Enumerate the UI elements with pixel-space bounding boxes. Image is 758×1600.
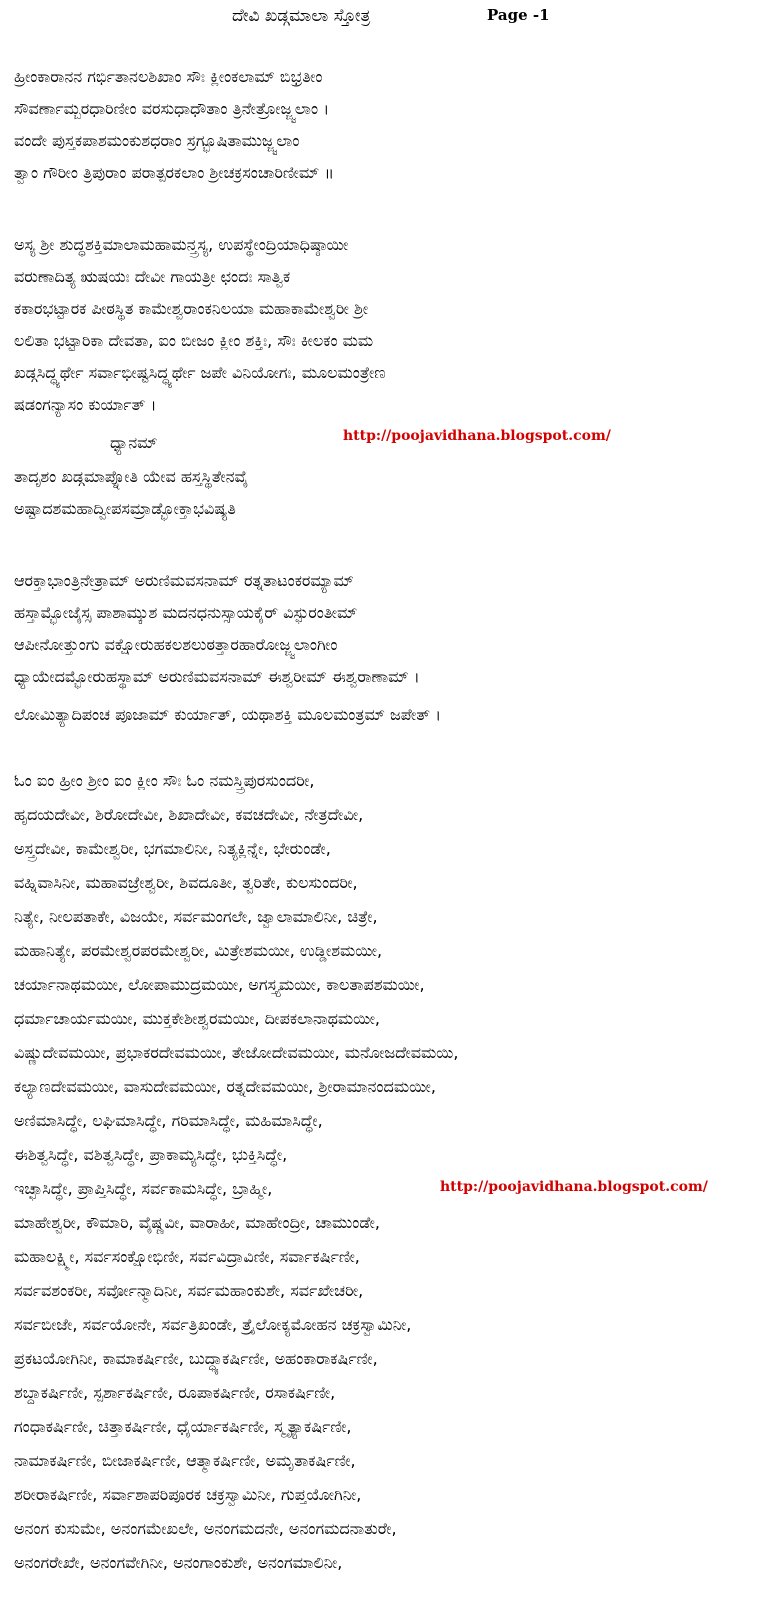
dhyanam-heading: ಧ್ಯಾನಮ್ — [110, 433, 158, 452]
mala-line: ಚರ್ಯಾನಾಥಮಯೀ, ಲೋಪಾಮುದ್ರಮಯೀ, ಅಗಸ್ತ್ಯಮಯೀ, ಕಾಲತಾಪಶಮಯೀ, — [14, 975, 425, 994]
mala-line: ನಾಮಾಕರ್ಷಿಣೀ, ಬೀಜಾಕರ್ಷಿಣೀ, ಆತ್ಮಾಕರ್ಷಿಣೀ, ಅಮೃತಾಕರ್ಷಿಣೀ, — [14, 1451, 356, 1470]
verse-line: ಹ್ರೀಂಕಾರಾನನ ಗರ್ಭಿತಾನಲಶಿಖಾಂ ಸೌಃ ಕ್ಲೀಂಕಲಾಮ್ ಬಿಭ್ರತೀಂ — [14, 67, 323, 86]
page-number: Page -1 — [487, 6, 550, 24]
mala-line: ವಿಷ್ಣುದೇವಮಯೀ, ಪ್ರಭಾಕರದೇವಮಯೀ, ತೇಜೋದೇವಮಯೀ, ಮನೋಜದೇವಮಯಿ, — [14, 1043, 459, 1062]
dhyanam-line: ಅಷ್ಟಾದಶಮಹಾದ್ವೀಪಸಮ್ರಾಡ್ಭೋಕ್ತಾಭವಿಷ್ಯತಿ — [14, 499, 236, 518]
mala-line: ಮಾಹೇಶ್ವರೀ, ಕೌಮಾರಿ, ವೈಷ್ಣವೀ, ವಾರಾಹೀ, ಮಾಹೇಂದ್ರೀ, ಚಾಮುಂಡೇ, — [14, 1213, 380, 1232]
mala-line: ಸರ್ವಬೀಜೇ, ಸರ್ವಯೋನೇ, ಸರ್ವತ್ರಿಖಂಡೇ, ತ್ರೈಲೋಕ್ಯಮೋಹನ ಚಕ್ರಸ್ವಾಮಿನೀ, — [14, 1315, 412, 1334]
mala-line: ಕಲ್ಯಾಣದೇವಮಯೀ, ವಾಸುದೇವಮಯೀ, ರತ್ನದೇವಮಯೀ, ಶ್ರೀರಾಮಾನಂದಮಯೀ, — [14, 1077, 436, 1096]
mala-line: ವಹ್ನಿವಾಸಿನೀ, ಮಹಾವಜ್ರೇಶ್ವರೀ, ಶಿವದೂತೀ, ತ್ವರಿತೇ, ಕುಲಸುಂದರೀ, — [14, 873, 358, 892]
mala-line: ಓಂ ಐಂ ಹ್ರೀಂ ಶ್ರೀಂ ಐಂ ಕ್ಲೀಂ ಸೌಃ ಓಂ ನಮಸ್ತ್ರಿಪುರಸುಂದರೀ, — [14, 771, 315, 790]
mala-line: ಸರ್ವವಶಂಕರೀ, ಸರ್ವೋನ್ಮಾದಿನೀ, ಸರ್ವಮಹಾಂಕುಶೇ, ಸರ್ವಖೇಚರೀ, — [14, 1281, 364, 1300]
viniyoga-line: ಲಲಿತಾ ಭಟ್ಟಾರಿಕಾ ದೇವತಾ, ಐಂ ಬೀಜಂ ಕ್ಲೀಂ ಶಕ್ತಿಃ, ಸೌಃ ಕೀಲಕಂ ಮಮ — [14, 331, 374, 350]
dhyanam-verse-line: ಧ್ಯಾಯೇದಮ್ಭೋರುಹಸ್ಥಾಮ್ ಅರುಣಿಮವಸನಾಮ್ ಈಶ್ವರೀಮ್ ಈಶ್ವರಾಣಾಮ್ । — [14, 667, 420, 686]
viniyoga-line: ಅಸ್ಯ ಶ್ರೀ ಶುದ್ಧಶಕ್ತಿಮಾಲಾಮಹಾಮನ್ತ್ರಸ್ಯ, ಉಪಸ್ಥೇಂದ್ರಿಯಾಧಿಷ್ಠಾಯೀ — [14, 235, 349, 254]
viniyoga-line: ಕಕಾರಭಟ್ಟಾರಕ ಪೀಠಸ್ಥಿತ ಕಾಮೇಶ್ವರಾಂಕನಿಲಯಾ ಮಹಾಕಾಮೇಶ್ವರೀ ಶ್ರೀ — [14, 299, 369, 318]
mala-line: ಗಂಧಾಕರ್ಷಿಣೀ, ಚಿತ್ತಾಕರ್ಷಿಣೀ, ಧೈರ್ಯಾಕರ್ಷಿಣೀ, ಸ್ಮೃತ್ಯಾಕರ್ಷಿಣೀ, — [14, 1417, 352, 1436]
mala-line: ಪ್ರಕಟಯೋಗಿನೀ, ಕಾಮಾಕರ್ಷಿಣೀ, ಬುದ್ಧ್ಯಾಕರ್ಷಿಣೀ, ಅಹಂಕಾರಾಕರ್ಷಿಣೀ, — [14, 1349, 378, 1368]
mala-line: ಅಣಿಮಾಸಿದ್ಧೇ, ಲಘಿಮಾಸಿದ್ಧೇ, ಗರಿಮಾಸಿದ್ಧೇ, ಮಹಿಮಾಸಿದ್ಧೇ, — [14, 1111, 323, 1130]
viniyoga-line: ಷಡಂಗನ್ಯಾಸಂ ಕುರ್ಯಾತ್ । — [14, 395, 157, 414]
mala-line: ಅನಂಗ ಕುಸುಮೇ, ಅನಂಗಮೇಖಲೇ, ಅನಂಗಮದನೇ, ಅನಂಗಮದನಾತುರೇ, — [14, 1519, 397, 1538]
dhyanam-verse-line: ಆರಕ್ತಾಭಾಂತ್ರಿನೇತ್ರಾಮ್ ಅರುಣಿಮವಸನಾಮ್ ರತ್ನತಾಟಂಕರಮ್ಯಾಮ್ — [14, 571, 354, 590]
dhyanam-line: ತಾದೃಶಂ ಖಡ್ಗಮಾಪ್ನೋತಿ ಯೇವ ಹಸ್ತಸ್ಥಿತೇನವೈ — [14, 467, 249, 486]
dhyanam-verse-line: ಲೋಮಿತ್ಯಾದಿಪಂಚ ಪೂಜಾಮ್ ಕುರ್ಯಾತ್, ಯಥಾಶಕ್ತಿ ಮೂಲಮಂತ್ರಮ್ ಜಪೇತ್ । — [14, 705, 442, 724]
mala-line: ನಿತ್ಯೇ, ನೀಲಪತಾಕೇ, ವಿಜಯೇ, ಸರ್ವಮಂಗಲೇ, ಜ್ವಾಲಾಮಾಲಿನೀ, ಚಿತ್ರೇ, — [14, 907, 378, 926]
mala-line: ಈಶಿತ್ವಸಿದ್ಧೇ, ವಶಿತ್ವಸಿದ್ಧೇ, ಪ್ರಾಕಾಮ್ಯಸಿದ್ಧೇ, ಭುಕ್ತಿಸಿದ್ಧೇ, — [14, 1145, 288, 1164]
mala-line: ಮಹಾಲಕ್ಷ್ಮೀ, ಸರ್ವಸಂಕ್ಷೋಭಿಣೀ, ಸರ್ವವಿದ್ರಾವಿಣೀ, ಸರ್ವಾಕರ್ಷಿಣೀ, — [14, 1247, 360, 1266]
verse-line: ಸೌವರ್ಣಾಮ್ಬರಧಾರಿಣೀಂ ವರಸುಧಾಧೌತಾಂ ತ್ರಿನೇತ್ರೋಜ್ಜ್ವಲಾಂ । — [14, 99, 330, 118]
mala-line: ಅಸ್ತ್ರದೇವೀ, ಕಾಮೇಶ್ವರೀ, ಭಗಮಾಲಿನೀ, ನಿತ್ಯಕ್ಲಿನ್ನೇ, ಭೇರುಂಡೇ, — [14, 839, 331, 858]
mala-line: ಅನಂಗರೇಖೇ, ಅನಂಗವೇಗಿನೀ, ಅನಂಗಾಂಕುಶೇ, ಅನಂಗಮಾಲಿನೀ, — [14, 1553, 343, 1572]
dhyanam-verse-line: ಹಸ್ತಾಮ್ಭೋಜೈಸ್ಸ ಪಾಶಾಮ್ಕುಶ ಮದನಧನುಸ್ಸಾಯಕೈರ್ ವಿಸ್ಫುರಂತೀಮ್ — [14, 603, 358, 622]
mala-line: ಮಹಾನಿತ್ಯೇ, ಪರಮೇಶ್ವರಪರಮೇಶ್ವರೀ, ಮಿತ್ರೇಶಮಯೀ, ಉಡ್ಡೀಶಮಯೀ, — [14, 941, 383, 960]
mala-line: ಶಬ್ದಾಕರ್ಷಿಣೀ, ಸ್ಪರ್ಶಾಕರ್ಷಿಣೀ, ರೂಪಾಕರ್ಷಿಣೀ, ರಸಾಕರ್ಷಿಣೀ, — [14, 1383, 336, 1402]
mala-line: ಧರ್ಮಾಚಾರ್ಯಮಯೀ, ಮುಕ್ತಕೇಶೀಶ್ವರಮಯೀ, ದೀಪಕಲಾನಾಥಮಯೀ, — [14, 1009, 381, 1028]
blog-url-watermark: http://poojavidhana.blogspot.com/ — [343, 428, 611, 444]
mala-line: ಹೃದಯದೇವೀ, ಶಿರೋದೇವೀ, ಶಿಖಾದೇವೀ, ಕವಚದೇವೀ, ನೇತ್ರದೇವೀ, — [14, 805, 364, 824]
mala-line: ಇಚ್ಛಾಸಿದ್ಧೇ, ಪ್ರಾಪ್ತಿಸಿದ್ಧೇ, ಸರ್ವಕಾಮಸಿದ್ಧೇ, ಬ್ರಾಹ್ಮೀ, — [14, 1179, 273, 1198]
dhyanam-verse-line: ಆಪೀನೋತ್ತುಂಗು ವಕ್ಷೋರುಹಕಲಶಲುಠತ್ತಾರಹಾರೋಜ್ಜ್ವಲಾಂಗೀಂ — [14, 635, 338, 654]
verse-line: ತ್ವಾಂ ಗೌರೀಂ ತ್ರಿಪುರಾಂ ಪರಾತ್ಪರಕಲಾಂ ಶ್ರೀಚಕ್ರಸಂಚಾರಿಣೀಮ್ ॥ — [14, 163, 335, 182]
mala-line: ಶರೀರಾಕರ್ಷಿಣೀ, ಸರ್ವಾಶಾಪರಿಪೂರಕ ಚಕ್ರಸ್ವಾಮಿನೀ, ಗುಪ್ತಯೋಗಿನೀ, — [14, 1485, 362, 1504]
viniyoga-line: ವರುಣಾದಿತ್ಯ ಋಷಯಃ ದೇವೀ ಗಾಯತ್ರೀ ಛಂದಃ ಸಾತ್ವಿಕ — [14, 267, 291, 286]
page-title: ದೇವಿ ಖಡ್ಗಮಾಲಾ ಸ್ತೋತ್ರ — [232, 6, 371, 26]
viniyoga-line: ಖಡ್ಗಸಿದ್ಧ್ಯರ್ಥೇ ಸರ್ವಾಭೀಷ್ಟಸಿದ್ಧ್ಯರ್ಥೇ ಜಪೇ ವಿನಿಯೋಗಃ, ಮೂಲಮಂತ್ರೇಣ — [14, 363, 386, 382]
blog-url-watermark: http://poojavidhana.blogspot.com/ — [440, 1179, 708, 1195]
verse-line: ವಂದೇ ಪುಸ್ತಕಪಾಶಮಂಕುಶಧರಾಂ ಸ್ರಗ್ಭೂಷಿತಾಮುಜ್ಜ್ವಲಾಂ — [14, 131, 300, 150]
